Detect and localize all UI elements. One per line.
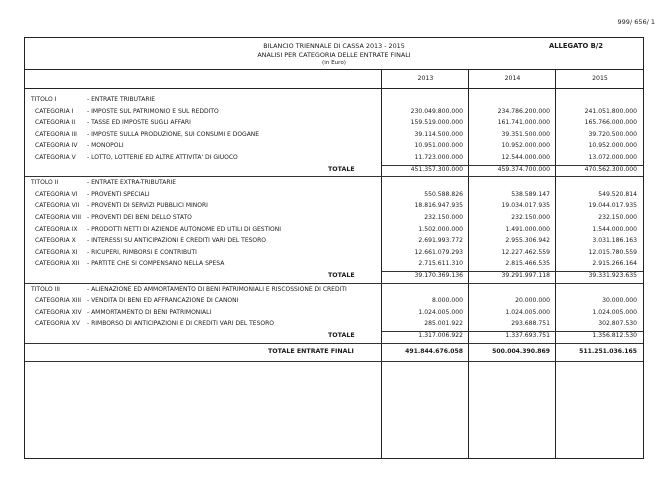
amount-cell: 232.150.000 <box>511 214 550 221</box>
amount-cell: 241.051.800.000 <box>584 107 637 115</box>
category-code: CATEGORIA II <box>35 119 76 127</box>
category-label: - PRODOTTI NETTI DI AZIENDE AUTONOME ED UTILI DI GESTIONI <box>87 225 281 233</box>
category-label: - IMPOSTE SULLA PRODUZIONE, SUI CONSUMI E DOGANE <box>87 130 260 138</box>
category-code: CATEGORIA VII <box>35 202 80 210</box>
grand-total-cell: 511.251.036.165 <box>579 347 637 355</box>
amount-cell: 10.951.000.000 <box>414 142 463 150</box>
grand-total-cell: 491.844.676.058 <box>405 347 463 355</box>
amount-cell: 538.589.147 <box>511 190 550 198</box>
total-cell: 39.331.923.635 <box>588 272 637 279</box>
table-row <box>25 131 645 143</box>
table-row <box>25 309 645 321</box>
titolo-label: - ENTRATE TRIBUTARIE <box>87 96 156 103</box>
amount-cell: 550.588.826 <box>424 190 463 198</box>
amount-cell: 285.001.922 <box>424 320 463 328</box>
total-cell: 39.291.997.118 <box>501 272 550 279</box>
total-cell: 470.562.300.000 <box>584 165 637 173</box>
amount-cell: 39.114.500.000 <box>414 130 463 138</box>
amount-cell: 10.952.000.000 <box>501 142 550 150</box>
amount-cell: 234.786.200.000 <box>497 107 550 115</box>
table-row <box>25 249 645 261</box>
total-cell: 451.357.300.000 <box>410 165 463 173</box>
amount-cell: 1.024.005.000 <box>505 308 550 316</box>
amount-cell: 3.031.186.163 <box>592 237 637 245</box>
amount-cell: 1.502.000.000 <box>418 225 463 233</box>
amount-cell: 1.544.000.000 <box>592 225 637 233</box>
amount-cell: 2.691.993.772 <box>418 237 463 245</box>
total-cell: 1.337.693.751 <box>505 332 550 339</box>
amount-cell: 161.741.000.000 <box>497 119 550 127</box>
category-code: CATEGORIA VI <box>35 190 78 198</box>
table-row <box>25 237 645 249</box>
category-code: CATEGORIA XII <box>35 260 80 268</box>
total-cell: 459.374.700.000 <box>497 165 550 173</box>
grand-total-row <box>25 348 645 360</box>
category-label: - MONOPOLI <box>87 142 124 150</box>
category-label: - PROVENTI DI SERVIZI PUBBLICI MINORI <box>87 202 208 210</box>
category-code: CATEGORIA V <box>35 154 76 161</box>
currency-note: (in Euro) <box>322 60 346 66</box>
titolo-code: TITOLO I <box>31 96 57 103</box>
amount-cell: 30.000.000 <box>602 297 637 305</box>
grand-total-label: TOTALE ENTRATE FINALI <box>268 347 354 355</box>
category-label: - LOTTO, LOTTERIE ED ALTRE ATTIVITA' DI GIUOCO <box>87 154 238 161</box>
total-cell: 1.317.006.922 <box>418 332 463 339</box>
titolo-label: - ALIENAZIONE ED AMMORTAMENTO DI BENI PATRIMONIALI E RISCOSSIONE DI CREDITI <box>87 285 347 293</box>
amount-cell: 232.150.000 <box>424 214 463 221</box>
amount-cell: 19.044.017.935 <box>588 202 637 210</box>
amount-cell: 10.952.000.000 <box>588 142 637 150</box>
category-label: - INTERESSI SU ANTICIPAZIONI E CREDITI VARI DEL TESORO <box>87 237 267 245</box>
amount-cell: 1.024.005.000 <box>418 308 463 316</box>
amount-cell: 302.807.530 <box>598 320 637 328</box>
year-2013: 2013 <box>417 75 434 82</box>
year-2014: 2014 <box>504 75 521 82</box>
amount-cell: 20.000.000 <box>515 297 550 305</box>
table-row <box>25 226 645 238</box>
total-label: TOTALE <box>328 272 355 279</box>
table-row <box>25 297 645 309</box>
amount-cell: 39.351.500.000 <box>501 130 550 138</box>
amount-cell: 12.227.462.559 <box>501 248 550 256</box>
amount-cell: 230.049.800.000 <box>410 107 463 115</box>
amount-cell: 549.520.814 <box>598 190 637 198</box>
category-code: CATEGORIA XV <box>35 320 80 328</box>
budget-table <box>24 37 644 459</box>
category-label: - VENDITA DI BENI ED AFFRANCAZIONE DI CANONI <box>87 297 239 305</box>
total-label: TOTALE <box>328 332 355 339</box>
amount-cell: 2.915.266.164 <box>592 260 637 268</box>
amount-cell: 39.720.500.000 <box>588 130 637 138</box>
table-row <box>25 119 645 131</box>
section-rule <box>25 283 643 284</box>
amount-cell: 2.815.466.535 <box>505 260 550 268</box>
amount-cell: 232.150.000 <box>598 214 637 221</box>
year-header-row <box>25 70 643 89</box>
amount-cell: 1.024.005.000 <box>592 308 637 316</box>
titolo-row <box>25 179 645 191</box>
amount-cell: 159.519.000.000 <box>410 119 463 127</box>
section-rule <box>25 176 643 177</box>
report-title: BILANCIO TRIENNALE DI CASSA 2013 - 2015 <box>263 42 405 50</box>
amount-cell: 12.015.780.559 <box>588 248 637 256</box>
amount-cell: 293.688.751 <box>511 320 550 328</box>
amount-cell: 12.661.079.293 <box>414 248 463 256</box>
category-code: CATEGORIA IX <box>35 225 78 233</box>
titolo-row <box>25 286 645 298</box>
category-label: - PROVENTI DEI BENI DELLO STATO <box>87 214 192 221</box>
table-row <box>25 202 645 214</box>
category-label: - AMMORTAMENTO DI BENI PATRIMONIALI <box>87 308 212 316</box>
amount-cell: 2.955.306.942 <box>505 237 550 245</box>
category-label: - RICUPERI, RIMBORSI E CONTRIBUTI <box>87 248 197 256</box>
category-code: CATEGORIA XI <box>35 248 78 256</box>
table-header <box>25 38 643 70</box>
amount-cell: 2.715.611.310 <box>418 260 463 268</box>
amount-cell: 8.000.000 <box>431 297 463 305</box>
category-label: - TASSE ED IMPOSTE SUGLI AFFARI <box>87 119 191 127</box>
amount-cell: 19.034.017.935 <box>501 202 550 210</box>
category-label: - PROVENTI SPECIALI <box>87 190 150 198</box>
category-code: CATEGORIA IV <box>35 142 78 150</box>
category-code: CATEGORIA I <box>35 107 74 115</box>
table-row <box>25 142 645 154</box>
category-code: CATEGORIA XIII <box>35 297 82 305</box>
amount-cell: 1.491.000.000 <box>505 225 550 233</box>
grand-total-cell: 500.004.390.869 <box>492 347 550 355</box>
total-cell: 1.356.812.530 <box>592 332 637 339</box>
titolo-code: TITOLO III <box>31 285 60 293</box>
year-2015: 2015 <box>592 75 608 82</box>
table-row <box>25 108 645 120</box>
amount-cell: 11.723.000.000 <box>414 154 463 161</box>
category-label: - IMPOSTE SUL PATRIMONIO E SUL REDDITO <box>87 107 219 115</box>
table-row <box>25 191 645 203</box>
amount-cell: 165.766.000.000 <box>584 119 637 127</box>
page-reference: 999/ 656/ 1 <box>617 18 655 26</box>
titolo-row <box>25 96 645 108</box>
titolo-label: - ENTRATE EXTRA-TRIBUTARIE <box>87 179 177 187</box>
amount-cell: 13.072.000.000 <box>588 154 637 161</box>
grand-total-rule <box>25 361 643 362</box>
titolo-code: TITOLO II <box>31 179 59 187</box>
amount-cell: 12.544.000.000 <box>501 154 550 161</box>
attachment-label: ALLEGATO B/2 <box>548 42 603 50</box>
section-rule <box>25 343 643 344</box>
category-code: CATEGORIA XIV <box>35 308 82 316</box>
category-label: - RIMBORSO DI ANTICIPAZIONI E DI CREDITI VARI DEL TESORO <box>87 320 275 328</box>
category-code: CATEGORIA VIII <box>35 214 82 221</box>
category-label: - PARTITE CHE SI COMPENSANO NELLA SPESA <box>87 260 225 268</box>
amount-cell: 18.816.947.935 <box>414 202 463 210</box>
table-row <box>25 214 645 226</box>
total-cell: 39.170.369.136 <box>414 272 463 279</box>
category-code: CATEGORIA III <box>35 130 77 138</box>
category-code: CATEGORIA X <box>35 237 76 245</box>
total-label: TOTALE <box>328 165 355 173</box>
report-subtitle: ANALISI PER CATEGORIA DELLE ENTRATE FINALI <box>257 51 411 59</box>
